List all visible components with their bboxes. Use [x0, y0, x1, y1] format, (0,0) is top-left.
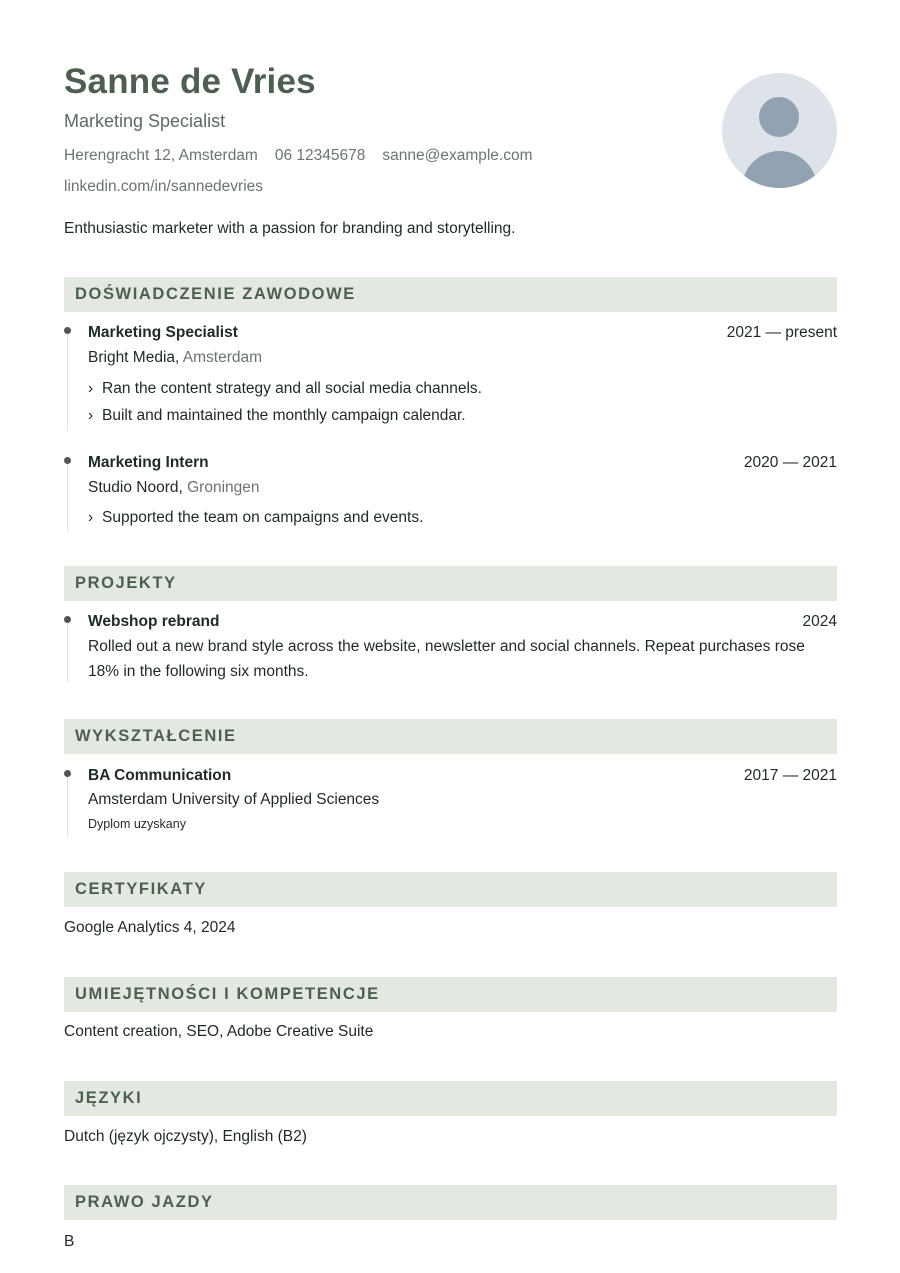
certificates-text: Google Analytics 4, 2024 [64, 919, 236, 936]
section-header-languages [64, 1081, 837, 1116]
entry-title: Marketing Intern [88, 454, 209, 471]
entry-dates: 2020 — 2021 [743, 454, 837, 471]
section-header-driving-license [64, 1185, 837, 1220]
section-title: CERTYFIKATY [75, 880, 207, 898]
chevron-right-icon: › [88, 509, 94, 526]
email-link[interactable]: sanne@example.com [382, 147, 533, 164]
company-location: Groningen [187, 479, 260, 496]
timeline-rail [67, 774, 68, 836]
section-header-experience [64, 277, 837, 312]
timeline-dot [64, 770, 71, 777]
section-title: PROJEKTY [75, 574, 177, 592]
entry-dates: 2017 — 2021 [743, 767, 837, 784]
skills-text: Content creation, SEO, Adobe Creative Suite [64, 1023, 374, 1040]
avatar [722, 73, 837, 188]
user-silhouette-body [742, 151, 817, 188]
profile-summary: Enthusiastic marketer with a passion for branding and storytelling. [64, 220, 516, 237]
entry-title: BA Communication [88, 767, 232, 784]
timeline-dot [64, 616, 71, 623]
entry-note: Dyplom uzyskany [88, 817, 186, 831]
address: Herengracht 12, Amsterdam [64, 147, 258, 164]
entry-company: Studio Noord, Groningen [88, 479, 260, 496]
entry-dates: 2024 [802, 613, 837, 630]
entry-title: Marketing Specialist [88, 324, 238, 341]
timeline-dot [64, 327, 71, 334]
chevron-right-icon: › [88, 380, 94, 397]
company-name: Studio Noord [88, 479, 179, 496]
candidate-name: Sanne de Vries [64, 62, 316, 101]
section-title: DOŚWIADCZENIE ZAWODOWE [75, 285, 356, 303]
entry-bullet: › Ran the content strategy and all social media channels. [88, 380, 482, 397]
entry-school: Amsterdam University of Applied Sciences [88, 791, 380, 808]
company-name: Bright Media [88, 349, 176, 366]
section-title: UMIEJĘTNOŚCI I KOMPETENCJE [75, 985, 380, 1003]
section-header-education [64, 719, 837, 754]
entry-bullet: › Built and maintained the monthly campaign calendar. [88, 407, 466, 424]
section-title: PRAWO JAZDY [75, 1193, 214, 1211]
timeline-rail [67, 331, 68, 431]
phone: 06 12345678 [274, 147, 366, 164]
user-silhouette-icon [759, 97, 799, 137]
chevron-right-icon: › [88, 407, 94, 424]
company-location: Amsterdam [182, 349, 263, 366]
entry-company: Bright Media, Amsterdam [88, 349, 263, 366]
section-title: WYKSZTAŁCENIE [75, 727, 237, 745]
entry-description: Rolled out a new brand style across the website, newsletter and social channels. Repeat purchases rose 18% in the following six months. [88, 638, 805, 680]
section-header-projects [64, 566, 837, 601]
section-header-certificates [64, 872, 837, 907]
candidate-role: Marketing Specialist [64, 111, 226, 131]
entry-bullet: › Supported the team on campaigns and events. [88, 509, 424, 526]
timeline-rail [67, 620, 68, 682]
timeline-dot [64, 457, 71, 464]
contact-line [64, 147, 550, 165]
entry-title: Webshop rebrand [88, 613, 220, 630]
entry-dates: 2021 — present [726, 324, 837, 341]
timeline-rail [67, 461, 68, 531]
linkedin-link[interactable]: linkedin.com/in/sannedevries [64, 178, 264, 195]
section-header-skills [64, 977, 837, 1012]
languages-text: Dutch (język ojczysty), English (B2) [64, 1128, 307, 1145]
section-title: JĘZYKI [75, 1089, 143, 1107]
driving-license-text: B [64, 1233, 75, 1250]
